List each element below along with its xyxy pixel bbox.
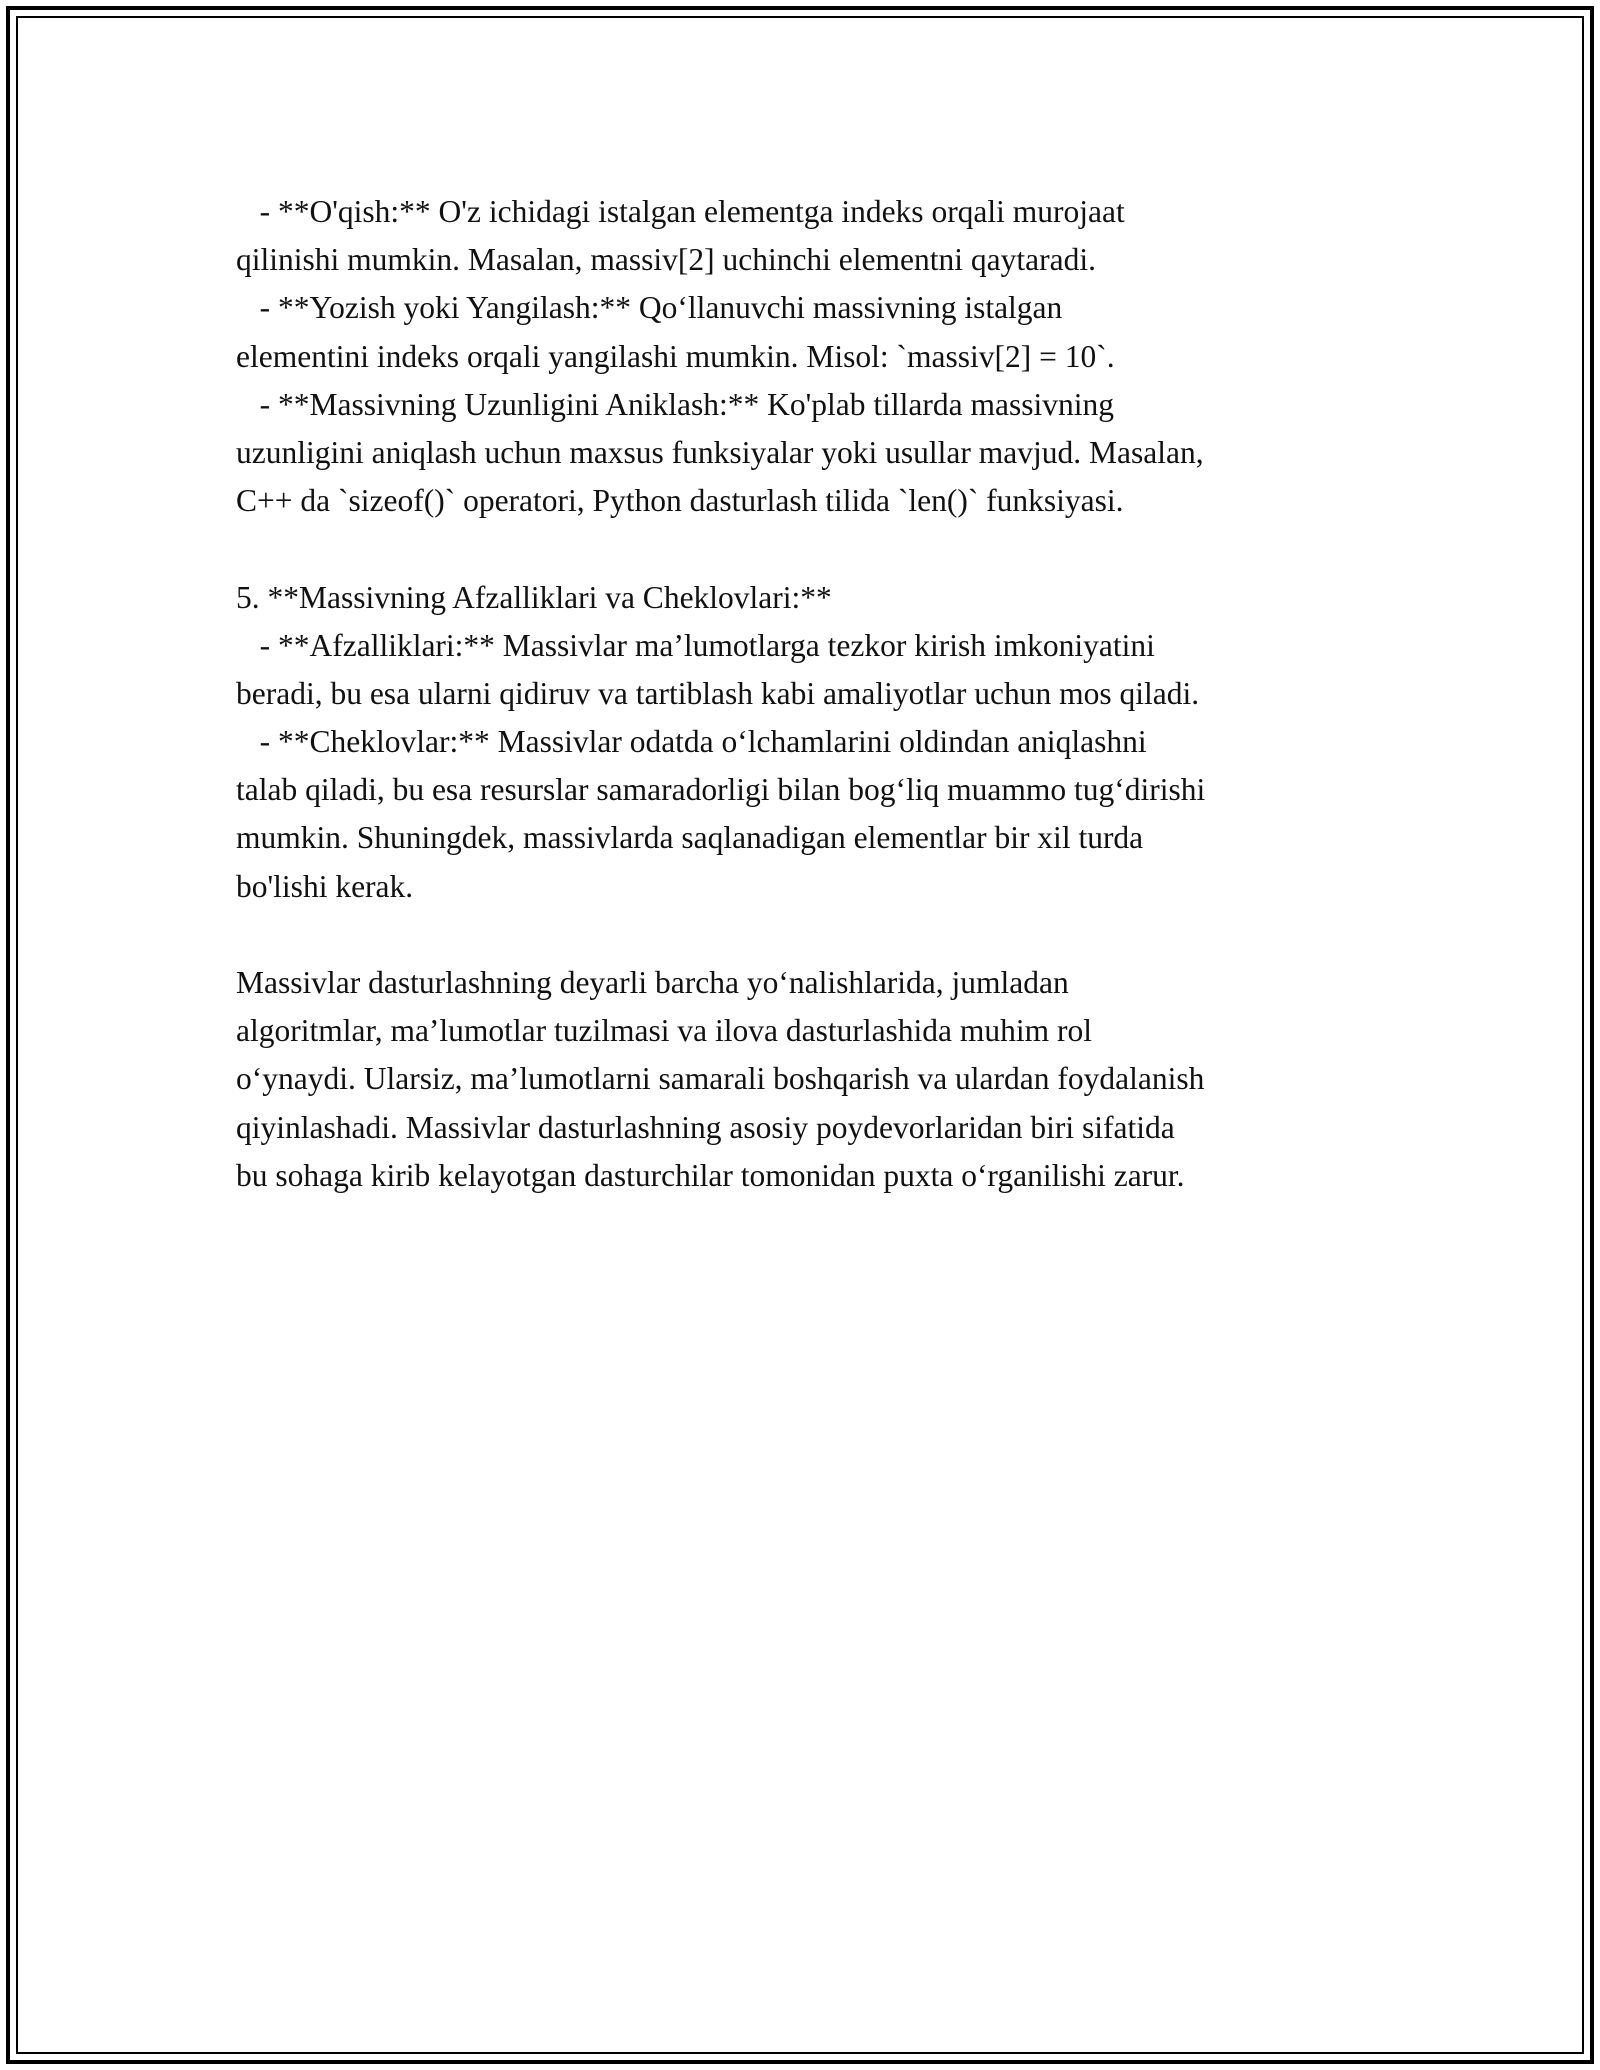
document-body <box>236 188 1386 1200</box>
text-line: - **Yozish yoki Yangilash:** Qo‘llanuvchi massivning istalgan <box>236 290 1063 326</box>
text-line: C++ da `sizeof()` operatori, Python dasturlash tilida `len()` funksiyasi. <box>236 483 1124 519</box>
text-line: beradi, bu esa ularni qidiruv va tartiblash kabi amaliyotlar uchun mos qiladi. <box>236 675 1200 711</box>
text-line: - **Afzalliklari:** Massivlar ma’lumotlarga tezkor kirish imkoniyatini <box>236 627 1155 663</box>
text-line: elementini indeks orqali yangilashi mumkin. Misol: `massiv[2] = 10`. <box>236 338 1115 374</box>
text-line: o‘ynaydi. Ularsiz, ma’lumotlarni samarali boshqarish va ulardan foydalanish <box>236 1061 1205 1097</box>
text-line: - **Massivning Uzunligini Aniklash:** Ko'plab tillarda massivning <box>236 386 1114 422</box>
text-line: Massivlar dasturlashning deyarli barcha yo‘nalishlarida, jumladan <box>236 965 1069 1000</box>
text-line: bo'lishi kerak. <box>236 868 414 904</box>
text-line: mumkin. Shuningdek, massivlarda saqlanadigan elementlar bir xil turda <box>236 820 1144 856</box>
text-line: - **Cheklovlar:** Massivlar odatda o‘lchamlarini oldindan aniqlashni <box>236 724 1147 760</box>
text-line: algoritmlar, ma’lumotlar tuzilmasi va ilova dasturlashida muhim rol <box>236 1013 1093 1049</box>
text-line: bu sohaga kirib kelayotgan dasturchilar tomonidan puxta o‘rganilishi zarur. <box>236 1157 1185 1193</box>
section-heading: 5. **Massivning Afzalliklari va Cheklovlari:** <box>236 579 832 615</box>
text-line: talab qiladi, bu esa resurslar samaradorligi bilan bog‘liq muammo tug‘dirishi <box>236 772 1206 808</box>
paragraph-gap <box>236 911 1386 959</box>
paragraph-gap <box>236 525 1386 573</box>
text-line: qilinishi mumkin. Masalan, massiv[2] uchinchi elementni qaytaradi. <box>236 242 1096 278</box>
text-line: uzunligini aniqlash uchun maxsus funksiyalar yoki usullar mavjud. Masalan, <box>236 434 1204 470</box>
text-line: - **O'qish:** O'z ichidagi istalgan elementga indeks orqali murojaat <box>236 194 1125 229</box>
text-line: qiyinlashadi. Massivlar dasturlashning asosiy poydevorlaridan biri sifatida <box>236 1109 1175 1145</box>
